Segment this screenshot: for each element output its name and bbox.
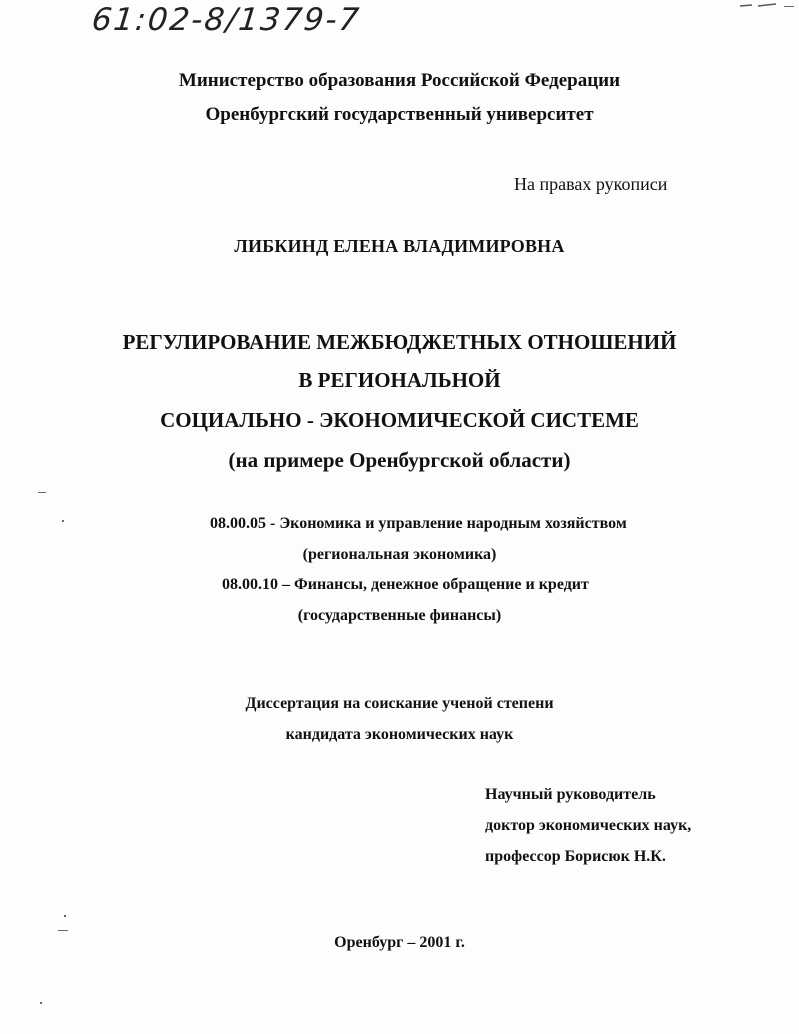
scan-speck [38, 492, 46, 493]
specialty-1-sub: (региональная экономика) [302, 546, 497, 563]
author-name: ЛИБКИНД ЕЛЕНА ВЛАДИМИРОВНА [234, 236, 565, 256]
manuscript-note: На правах рукописи [514, 174, 668, 194]
dissertation-line-1: Диссертация на соискание ученой степени [245, 695, 554, 712]
university-heading: Оренбургский государственный университет [205, 104, 594, 125]
specialty-1: 08.00.05 - Экономика и управление народным хозяйством [210, 515, 627, 532]
ministry-heading: Министерство образования Российской Федерации [178, 70, 621, 91]
advisor-line-2: доктор экономических наук, [485, 817, 692, 834]
advisor-line-3: профессор Борисюк Н.К. [485, 848, 666, 865]
advisor-line-1: Научный руководитель [485, 786, 656, 803]
scan-speck [64, 915, 66, 917]
title-line-1: РЕГУЛИРОВАНИЕ МЕЖБЮДЖЕТНЫХ ОТНОШЕНИЙ [122, 330, 677, 354]
corner-mark [738, 0, 778, 10]
place-and-year: Оренбург – 2001 г. [334, 934, 465, 951]
scan-speck [58, 930, 68, 931]
scan-speck [62, 520, 64, 522]
title-line-3: СОЦИАЛЬНО - ЭКОНОМИЧЕСКОЙ СИСТЕМЕ [160, 408, 639, 432]
specialty-2: 08.00.10 – Финансы, денежное обращение и кредит [222, 576, 589, 593]
dissertation-line-2: кандидата экономических наук [285, 726, 514, 743]
specialty-2-sub: (государственные финансы) [297, 607, 502, 624]
title-line-2: В РЕГИОНАЛЬНОЙ [298, 368, 501, 392]
title-line-4: (на примере Оренбургской области) [228, 448, 571, 472]
archive-number-handwritten: 61:02-8/1379-7 [90, 2, 363, 38]
scan-speck [40, 1002, 42, 1004]
scan-speck [784, 6, 794, 7]
